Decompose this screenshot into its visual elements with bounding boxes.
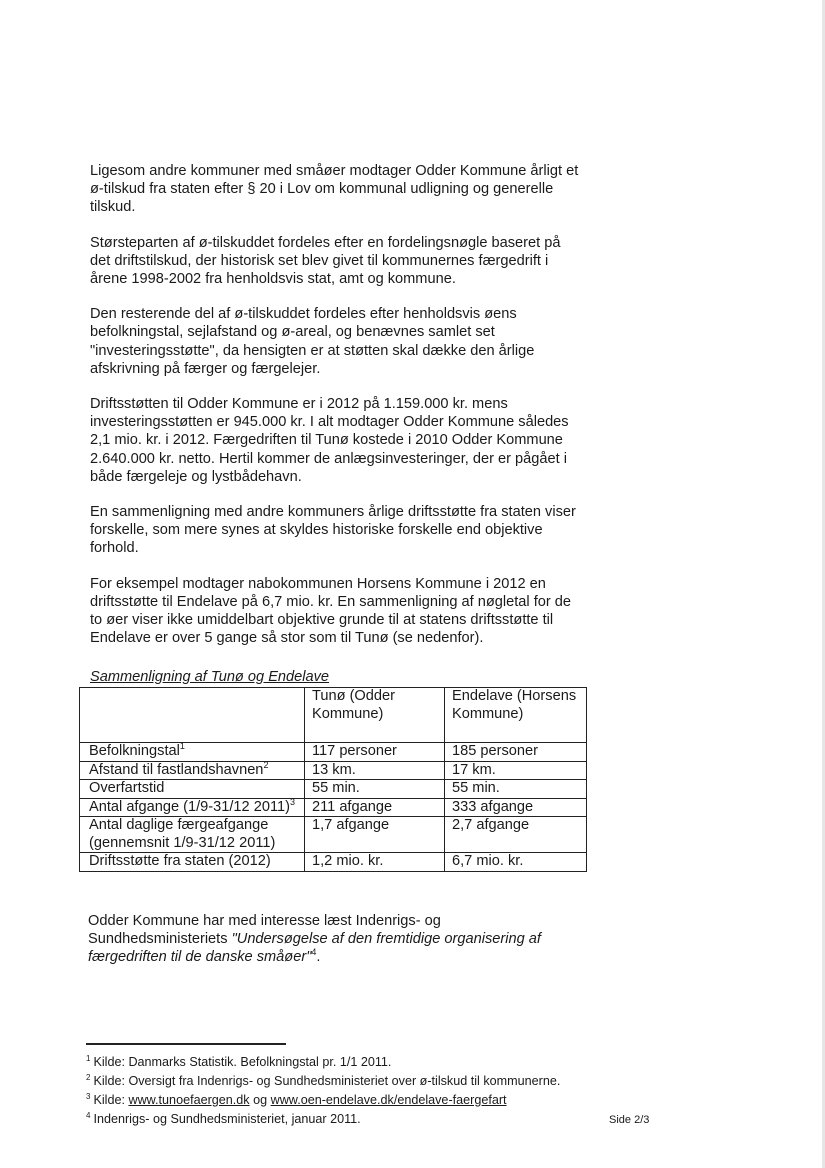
footnote-4: $^4$ Indenrigs- og Sundhedsministeriet, januar 2011. — [86, 1111, 361, 1126]
footnote-3: $^3$ Kilde: www.tunoefaergen.dk og www.oen-endelave.dk/endelave-faergefart — [86, 1092, 507, 1107]
footnote-ref: 4 — [311, 947, 317, 958]
paragraph: En sammenligning med andre kommuners årlige driftsstøtte fra staten viser forskelle, som mere synes at skyldes historiske forskelle end objektive forhold. — [90, 504, 576, 557]
table-caption: Sammenligning af Tunø og Endelave — [90, 669, 330, 685]
link-tunoefaergen[interactable]: www.tunoefaergen.dk — [128, 1093, 250, 1107]
link-oen-endelave[interactable]: www.oen-endelave.dk/endelave-faergefart — [270, 1093, 507, 1107]
table-row — [80, 817, 587, 853]
row-label: Antal daglige færgeafgange (gennemsnit 1/9-31/12 2011) — [80, 817, 305, 853]
endelave-value: 55 min. — [445, 780, 587, 799]
paragraph: For eksempel modtager nabokommunen Horsens Kommune i 2012 en driftsstøtte til Endelave på 6,7 mio. kr. En sammenligning af nøgletal for de to øer viser ikke umiddelbart objektive grunde til at statens driftsstøtte til Endelave er over 5 gange så stor som til Tunø (se nedenfor). — [90, 575, 572, 647]
table-row — [80, 743, 587, 762]
report-title: "Undersøgelse af den fremtidige organisering af færgedriften til de danske småøer" — [88, 931, 541, 966]
footnote-1: $^1$ Kilde: Danmarks Statistik. Befolkningstal pr. 1/1 2011. — [86, 1054, 392, 1069]
row-label: Overfartstid — [80, 780, 305, 799]
endelave-value: 17 km. — [445, 761, 587, 780]
table-row — [80, 798, 587, 817]
table-row — [80, 853, 587, 872]
endelave-value: 333 afgange — [445, 798, 587, 817]
row-label: Driftsstøtte fra staten (2012) — [80, 853, 305, 872]
tuno-value: 117 personer — [305, 743, 445, 762]
row-label: Afstand til fastlandshavnen$^2$ — [80, 761, 305, 780]
closing-paragraph: Odder Kommune har med interesse læst Indenrigs- og Sundhedsministeriets "Undersøgelse af den fremtidige organisering af færgedriften til de danske småøer"$^4$. — [88, 913, 541, 966]
row-label: Antal afgange (1/9-31/12 2011)$^3$ — [80, 798, 305, 817]
paragraph: Driftsstøtten til Odder Kommune er i 2012 på 1.159.000 kr. mens investeringsstøtten er 945.000 kr. I alt modtager Odder Kommune således 2,1 mio. kr. i 2012. Færgedriften til Tunø kostede i 2010 Odder Kommune 2.640.000 kr. netto. Hertil kommer de anlægsinvesteringer, der er pågået i både færgeleje og lystbådehavn. — [90, 396, 569, 485]
footnote-ref: 1 — [179, 741, 185, 751]
endelave-value: 2,7 afgange — [445, 817, 587, 853]
paragraph: Ligesom andre kommuner med småøer modtager Odder Kommune årligt et ø-tilskud fra staten efter § 20 i Lov om kommunal udligning og generelle tilskud. — [90, 163, 579, 216]
paragraph: Størsteparten af ø-tilskuddet fordeles efter en fordelingsnøgle baseret på det driftstilskud, der historisk set blev givet til kommunernes færgedrift i årene 1998-2002 fra henholdsvis stat, amt og kommune. — [90, 234, 561, 288]
tuno-value: 1,2 mio. kr. — [305, 853, 445, 872]
footnote-ref: 2 — [263, 759, 269, 770]
header-cell-endelave: Endelave (Horsens Kommune) — [445, 688, 587, 743]
header-cell-empty — [80, 688, 305, 743]
tuno-value: 13 km. — [305, 761, 445, 780]
tuno-value: 211 afgange — [305, 798, 445, 817]
endelave-value: 185 personer — [445, 743, 587, 762]
comparison-table — [79, 687, 587, 872]
body-text — [90, 162, 582, 664]
page-number: Side 2/3 — [609, 1114, 650, 1126]
table-header-row — [80, 688, 587, 743]
tuno-value: 55 min. — [305, 780, 445, 799]
footnote-ref: 3 — [289, 796, 295, 807]
table-row — [80, 761, 587, 780]
row-label: Befolkningstal$^1$ — [80, 743, 305, 762]
tuno-value: 1,7 afgange — [305, 817, 445, 853]
footnote-2: $^2$ Kilde: Oversigt fra Indenrigs- og Sundhedsministeriet over ø-tilskud til kommunerne. — [86, 1073, 561, 1088]
header-cell-tuno: Tunø (Odder Kommune) — [305, 688, 445, 743]
footnotes — [86, 1051, 566, 1127]
paragraph: Den resterende del af ø-tilskuddet fordeles efter henholdsvis øens befolkningstal, sejlafstand og ø-areal, og benævnes samlet set "investeringsstøtte", da hensigten er at støtten skal dække den årlige afskrivning på færger og færgelejer. — [90, 306, 535, 377]
endelave-value: 6,7 mio. kr. — [445, 853, 587, 872]
footnote-divider — [86, 1043, 286, 1045]
table-row — [80, 780, 587, 799]
